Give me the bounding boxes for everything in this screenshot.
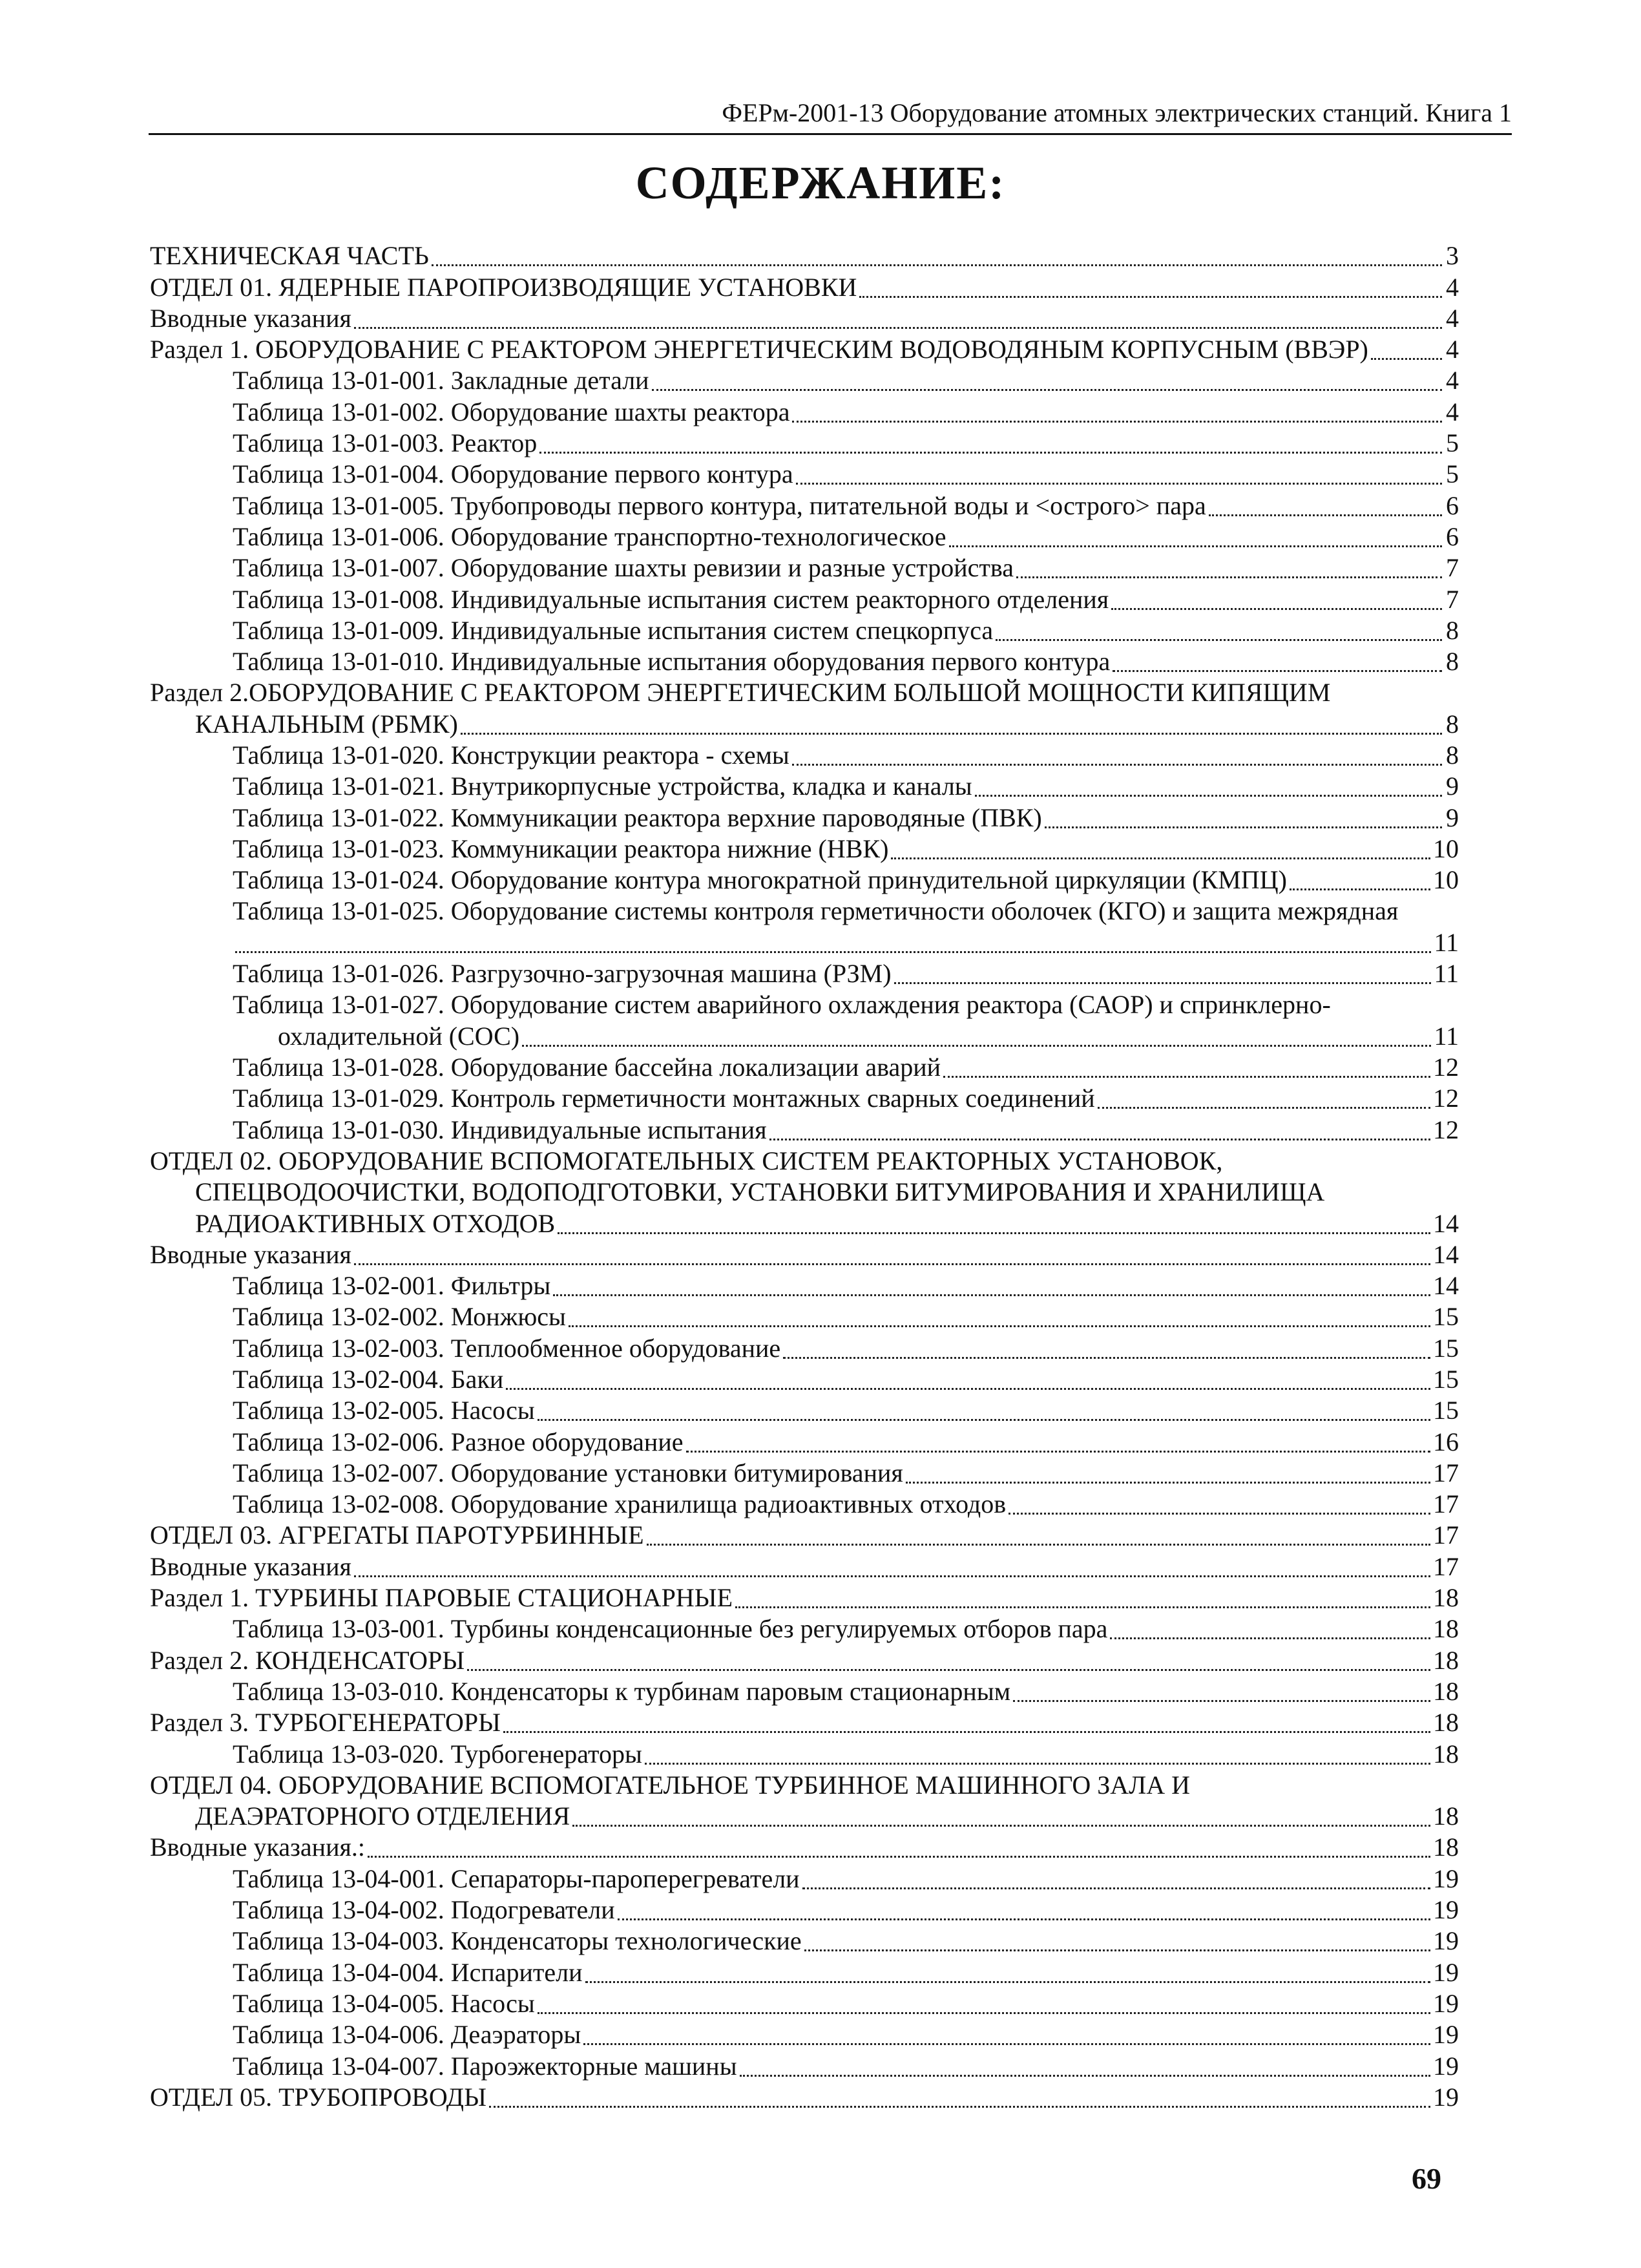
toc-entry[interactable] (150, 1270, 1459, 1301)
toc-entry-title: Таблица 13-01-028. Оборудование бассейна локализации аварий (233, 1053, 941, 1082)
toc-entry-title: Таблица 13-02-003. Теплообменное оборудование (233, 1333, 781, 1363)
toc-entry-page: 7 (1446, 553, 1459, 583)
toc-entry[interactable] (150, 927, 1459, 958)
dot-leader (354, 1263, 1430, 1265)
dot-leader (467, 1669, 1430, 1671)
dot-leader (538, 2012, 1430, 2014)
toc-entry-title: Таблица 13-01-003. Реактор (233, 428, 538, 458)
toc-entry-title: Таблица 13-03-001. Турбины конденсационные без регулируемых отборов пара (233, 1614, 1108, 1644)
toc-entry-page: 8 (1446, 709, 1459, 739)
dot-leader (461, 733, 1442, 735)
toc-entry-page: 11 (1434, 1021, 1459, 1051)
toc-entry[interactable] (150, 1114, 1459, 1145)
toc-entry[interactable] (150, 1052, 1459, 1083)
toc-entry-line: ОТДЕЛ 02. ОБОРУДОВАНИЕ ВСПОМОГАТЕЛЬНЫХ СИСТЕМ РЕАКТОРНЫХ УСТАНОВОК, (150, 1146, 1223, 1175)
toc-entry-title: ОТДЕЛ 03. АГРЕГАТЫ ПАРОТУРБИННЫЕ (150, 1520, 644, 1550)
toc-entry-page: 19 (1433, 1957, 1459, 1987)
toc-entry-page: 18 (1433, 1801, 1459, 1831)
toc-entry-page: 19 (1433, 1988, 1459, 2018)
toc-entry-page: 17 (1433, 1551, 1459, 1581)
toc-entry[interactable] (150, 303, 1459, 334)
toc-entry-title: ДЕАЭРАТОРНОГО ОТДЕЛЕНИЯ (195, 1801, 570, 1831)
toc-entry-page: 6 (1446, 521, 1459, 551)
toc-entry-page: 14 (1433, 1208, 1459, 1238)
toc-entry-page: 15 (1433, 1302, 1459, 1332)
dot-leader (686, 1451, 1431, 1453)
toc-entry-page: 10 (1433, 834, 1459, 863)
toc-entry[interactable] (150, 2050, 1459, 2081)
toc-entry-page: 17 (1433, 1520, 1459, 1550)
dot-leader (432, 264, 1442, 266)
toc-entry-title: Вводные указания (150, 1239, 351, 1269)
toc-entry[interactable] (150, 1239, 1459, 1270)
toc-entry-page: 8 (1446, 740, 1459, 770)
toc-entry-page: 18 (1433, 1645, 1459, 1675)
dot-leader (1016, 576, 1442, 578)
toc-entry-page: 9 (1446, 772, 1459, 801)
dot-leader (618, 1918, 1430, 1920)
dot-leader (585, 1981, 1430, 1983)
toc-entry[interactable] (150, 1364, 1459, 1395)
dot-leader (975, 795, 1442, 797)
dot-leader (539, 452, 1442, 454)
dot-leader (769, 1139, 1430, 1140)
dot-leader (802, 1887, 1430, 1889)
toc-entry[interactable] (150, 1489, 1459, 1520)
dot-leader (569, 1325, 1430, 1327)
toc-entry-title: Раздел 2. КОНДЕНСАТОРЫ (150, 1645, 465, 1675)
dot-leader (647, 1544, 1430, 1546)
toc-entry-page: 4 (1446, 397, 1459, 426)
toc-entry-page: 18 (1433, 1708, 1459, 1738)
toc-entry[interactable] (150, 2019, 1459, 2050)
toc-entry[interactable] (150, 834, 1459, 865)
toc-entry[interactable] (150, 240, 1459, 271)
toc-entry-title: Таблица 13-01-023. Коммуникации реактора нижние (НВК) (233, 834, 889, 863)
dot-leader (572, 1825, 1430, 1827)
toc-entry-title: ОТДЕЛ 05. ТРУБОПРОВОДЫ (150, 2082, 486, 2112)
dot-leader (792, 764, 1442, 766)
toc-entry-title: ОТДЕЛ 01. ЯДЕРНЫЕ ПАРОПРОИЗВОДЯЩИЕ УСТАНОВКИ (150, 272, 857, 302)
toc-entry-title: Таблица 13-04-001. Сепараторы-пароперегреватели (233, 1864, 800, 1893)
toc-entry-title: Таблица 13-02-008. Оборудование хранилища радиоактивных отходов (233, 1489, 1007, 1519)
toc-entry-title: Таблица 13-02-002. Монжюсы (233, 1302, 566, 1332)
toc-entry-page: 15 (1433, 1396, 1459, 1425)
dot-leader (996, 639, 1442, 641)
toc-entry-line: Таблица 13-01-027. Оборудование систем аварийного охлаждения реактора (САОР) и спринклерно- (233, 990, 1331, 1020)
dot-leader (906, 1482, 1430, 1484)
toc-entry-title: Таблица 13-01-022. Коммуникации реактора верхние пароводяные (ПВК) (233, 803, 1042, 832)
toc-entry-page: 4 (1446, 272, 1459, 302)
toc-entry[interactable] (150, 1613, 1459, 1644)
dot-leader (368, 1856, 1430, 1858)
toc-entry-title: Таблица 13-01-029. Контроль герметичности монтажных сварных соединений (233, 1084, 1095, 1113)
toc-entry-title: Вводные указания (150, 303, 351, 333)
toc-entry-title: Таблица 13-01-001. Закладные детали (233, 366, 649, 395)
dot-leader (735, 1606, 1430, 1608)
toc-entry[interactable] (150, 1395, 1459, 1426)
dot-leader (1098, 1107, 1430, 1109)
dot-leader (1013, 1700, 1430, 1702)
table-of-contents (150, 240, 1459, 2113)
toc-entry-title: Таблица 13-02-006. Разное оборудование (233, 1427, 684, 1456)
toc-entry-page: 3 (1446, 241, 1459, 271)
toc-entry-page: 12 (1433, 1115, 1459, 1144)
toc-entry-title: Таблица 13-01-004. Оборудование первого контура (233, 459, 793, 489)
toc-entry-line: СПЕЦВОДООЧИСТКИ, ВОДОПОДГОТОВКИ, УСТАНОВКИ БИТУМИРОВАНИЯ И ХРАНИЛИЩА (195, 1177, 1325, 1206)
toc-entry-title: Таблица 13-01-007. Оборудование шахты ревизии и разные устройства (233, 553, 1014, 583)
toc-entry-page: 19 (1433, 2082, 1459, 2112)
dot-leader (1009, 1513, 1430, 1515)
toc-entry-title: Таблица 13-04-004. Испарители (233, 1957, 583, 1987)
toc-entry-line: Таблица 13-01-025. Оборудование системы контроля герметичности оболочек (КГО) и защита межрядная (233, 896, 1399, 926)
toc-entry-title: Таблица 13-02-005. Насосы (233, 1396, 535, 1425)
toc-entry-page: 4 (1446, 366, 1459, 395)
dot-leader (792, 421, 1442, 423)
dot-leader (1113, 670, 1442, 672)
toc-entry-page: 5 (1446, 428, 1459, 458)
toc-entry-page: 19 (1433, 2020, 1459, 2050)
toc-entry-page: 5 (1446, 459, 1459, 489)
toc-entry[interactable] (150, 1988, 1459, 2019)
dot-leader (1290, 888, 1430, 890)
toc-entry[interactable] (150, 583, 1459, 614)
dot-leader (949, 545, 1442, 547)
toc-entry[interactable] (150, 1957, 1459, 1988)
toc-entry[interactable] (150, 740, 1459, 771)
toc-entry-page: 18 (1433, 1583, 1459, 1613)
toc-entry[interactable] (150, 271, 1459, 302)
dot-leader (894, 982, 1432, 984)
toc-entry-page: 7 (1446, 584, 1459, 614)
toc-entry-title: Таблица 13-01-010. Индивидуальные испытания оборудования первого контура (233, 647, 1111, 677)
dot-leader (503, 1731, 1430, 1733)
toc-entry[interactable] (150, 552, 1459, 583)
dot-leader (489, 2106, 1430, 2108)
toc-entry[interactable] (150, 521, 1459, 552)
toc-entry[interactable] (150, 490, 1459, 521)
dot-leader (1045, 826, 1442, 828)
toc-entry[interactable] (150, 1020, 1459, 1051)
toc-entry-title: Раздел 1. ТУРБИНЫ ПАРОВЫЕ СТАЦИОНАРНЫЕ (150, 1583, 733, 1613)
toc-entry-page: 9 (1446, 803, 1459, 832)
dot-leader (1209, 514, 1442, 516)
dot-leader (506, 1388, 1430, 1390)
toc-entry[interactable] (150, 365, 1459, 396)
toc-entry[interactable] (150, 865, 1459, 896)
toc-entry[interactable] (150, 708, 1459, 739)
toc-entry[interactable] (150, 1083, 1459, 1114)
dot-leader (1111, 608, 1442, 610)
dot-leader (1371, 358, 1442, 360)
dot-leader (522, 1045, 1431, 1047)
toc-entry-page: 15 (1433, 1364, 1459, 1394)
toc-entry[interactable] (150, 1676, 1459, 1707)
toc-entry-page: 15 (1433, 1333, 1459, 1363)
toc-entry-title: охладительной (СОС) (278, 1021, 520, 1051)
toc-entry-title: Таблица 13-03-010. Конденсаторы к турбинам паровым стационарным (233, 1676, 1011, 1706)
toc-entry[interactable] (150, 1863, 1459, 1894)
dot-leader (354, 327, 1442, 329)
toc-entry-page: 19 (1433, 2051, 1459, 2081)
toc-entry-title: РАДИОАКТИВНЫХ ОТХОДОВ (195, 1208, 556, 1238)
toc-entry-page: 8 (1446, 615, 1459, 645)
page-number: 69 (1412, 2162, 1441, 2195)
dot-leader (538, 1419, 1430, 1421)
toc-entry-title: Таблица 13-03-020. Турбогенераторы (233, 1739, 642, 1769)
toc-entry-title: Таблица 13-01-026. Разгрузочно-загрузочная машина (РЗМ) (233, 959, 892, 989)
toc-entry-page: 12 (1433, 1053, 1459, 1082)
dot-leader (583, 2043, 1430, 2045)
toc-entry-title: Таблица 13-01-030. Индивидуальные испытания (233, 1115, 767, 1144)
toc-entry-page: 18 (1433, 1739, 1459, 1769)
toc-entry-title: Таблица 13-01-006. Оборудование транспортно-технологическое (233, 521, 946, 551)
toc-entry-title: Таблица 13-01-002. Оборудование шахты реактора (233, 397, 790, 426)
toc-entry[interactable] (150, 1332, 1459, 1363)
toc-entry-page: 14 (1433, 1239, 1459, 1269)
toc-entry[interactable] (150, 1832, 1459, 1863)
toc-entry-title: КАНАЛЬНЫМ (РБМК) (195, 709, 458, 739)
toc-entry-page: 8 (1446, 647, 1459, 677)
toc-entry-line: Раздел 2.ОБОРУДОВАНИЕ С РЕАКТОРОМ ЭНЕРГЕТИЧЕСКИМ БОЛЬШОЙ МОЩНОСТИ КИПЯЩИМ (150, 678, 1331, 708)
toc-entry[interactable] (150, 646, 1459, 677)
toc-entry-page: 17 (1433, 1489, 1459, 1519)
toc-entry[interactable] (150, 1208, 1459, 1239)
toc-entry-line: ОТДЕЛ 04. ОБОРУДОВАНИЕ ВСПОМОГАТЕЛЬНОЕ ТУРБИННОЕ МАШИННОГО ЗАЛА И (150, 1770, 1191, 1800)
toc-entry-page: 18 (1433, 1832, 1459, 1862)
toc-entry-title: ТЕХНИЧЕСКАЯ ЧАСТЬ (150, 241, 429, 271)
toc-entry-page: 18 (1433, 1676, 1459, 1706)
toc-entry-title: Таблица 13-04-002. Подогреватели (233, 1895, 615, 1925)
toc-entry-title: Таблица 13-04-007. Пароэжекторные машины (233, 2051, 737, 2081)
dot-leader (354, 1575, 1430, 1577)
dot-leader (859, 296, 1442, 298)
toc-entry[interactable] (150, 396, 1459, 427)
toc-entry-title: Таблица 13-04-006. Деаэраторы (233, 2020, 581, 2050)
dot-leader (796, 483, 1442, 485)
toc-entry-title: Таблица 13-02-004. Баки (233, 1364, 504, 1394)
toc-entry[interactable] (150, 1301, 1459, 1332)
dot-leader (783, 1357, 1430, 1359)
toc-entry-title: Таблица 13-02-001. Фильтры (233, 1271, 551, 1301)
dot-leader (553, 1294, 1430, 1296)
toc-entry-page: 18 (1433, 1614, 1459, 1644)
toc-entry-title: Таблица 13-04-003. Конденсаторы технологические (233, 1926, 802, 1956)
toc-entry-page: 19 (1433, 1864, 1459, 1893)
toc-entry[interactable] (150, 1582, 1459, 1613)
toc-entry[interactable] (150, 1895, 1459, 1926)
dot-leader (1110, 1637, 1430, 1639)
dot-leader (652, 389, 1442, 391)
toc-entry-page: 4 (1446, 335, 1459, 364)
dot-leader (740, 2075, 1430, 2077)
toc-entry-title: Таблица 13-01-005. Трубопроводы первого контура, питательной воды и <острого> пара (233, 490, 1206, 520)
toc-entry[interactable] (150, 2082, 1459, 2113)
dot-leader (235, 951, 1431, 953)
toc-entry[interactable] (150, 1520, 1459, 1551)
toc-entry-title: Раздел 3. ТУРБОГЕНЕРАТОРЫ (150, 1708, 501, 1738)
dot-leader (645, 1763, 1430, 1765)
toc-entry[interactable] (150, 802, 1459, 833)
page-title: СОДЕРЖАНИЕ: (635, 157, 1006, 209)
toc-entry[interactable] (150, 771, 1459, 802)
toc-entry-title: Таблица 13-01-008. Индивидуальные испытания систем реакторного отделения (233, 584, 1109, 614)
toc-entry[interactable] (150, 334, 1459, 365)
toc-entry[interactable] (150, 1926, 1459, 1957)
toc-entry-page: 4 (1446, 303, 1459, 333)
toc-entry-page: 17 (1433, 1458, 1459, 1487)
toc-entry-title: Вводные указания (150, 1551, 351, 1581)
toc-entry-page: 6 (1446, 490, 1459, 520)
toc-entry[interactable] (150, 1426, 1459, 1457)
toc-entry[interactable] (150, 1644, 1459, 1675)
dot-leader (558, 1232, 1430, 1234)
toc-entry[interactable] (150, 1458, 1459, 1489)
dot-leader (804, 1949, 1430, 1951)
toc-entry-page: 11 (1434, 927, 1459, 957)
toc-entry-page: 12 (1433, 1084, 1459, 1113)
toc-entry[interactable] (150, 1707, 1459, 1738)
toc-entry-page: 10 (1433, 865, 1459, 895)
toc-entry[interactable] (150, 428, 1459, 459)
dot-leader (943, 1076, 1430, 1078)
toc-entry-page: 16 (1433, 1427, 1459, 1456)
toc-entry[interactable] (150, 1738, 1459, 1769)
toc-entry-title: Таблица 13-01-020. Конструкции реактора - схемы (233, 740, 789, 770)
toc-entry-title: Вводные указания.: (150, 1832, 365, 1862)
running-header: ФЕРм-2001-13 Оборудование атомных электрических станций. Книга 1 (149, 97, 1512, 135)
toc-entry[interactable] (150, 459, 1459, 490)
toc-entry-page: 14 (1433, 1271, 1459, 1301)
toc-entry-title: Таблица 13-01-009. Индивидуальные испытания систем спецкорпуса (233, 615, 994, 645)
toc-entry[interactable] (150, 1801, 1459, 1832)
toc-entry-page: 11 (1434, 959, 1459, 989)
toc-entry-title: Таблица 13-04-005. Насосы (233, 1988, 535, 2018)
toc-entry-title: Таблица 13-01-024. Оборудование контура многократной принудительной циркуляции (КМПЦ) (233, 865, 1287, 895)
toc-entry-title: Таблица 13-02-007. Оборудование установки битумирования (233, 1458, 903, 1487)
toc-entry-page: 19 (1433, 1926, 1459, 1956)
toc-entry[interactable] (150, 615, 1459, 646)
toc-entry-title: Таблица 13-01-021. Внутрикорпусные устройства, кладка и каналы (233, 772, 972, 801)
toc-entry[interactable] (150, 1551, 1459, 1582)
toc-entry[interactable] (150, 958, 1459, 989)
toc-entry-title: Раздел 1. ОБОРУДОВАНИЕ С РЕАКТОРОМ ЭНЕРГЕТИЧЕСКИМ ВОДОВОДЯНЫМ КОРПУСНЫМ (ВВЭР) (150, 335, 1368, 364)
dot-leader (891, 857, 1430, 859)
toc-entry-page: 19 (1433, 1895, 1459, 1925)
